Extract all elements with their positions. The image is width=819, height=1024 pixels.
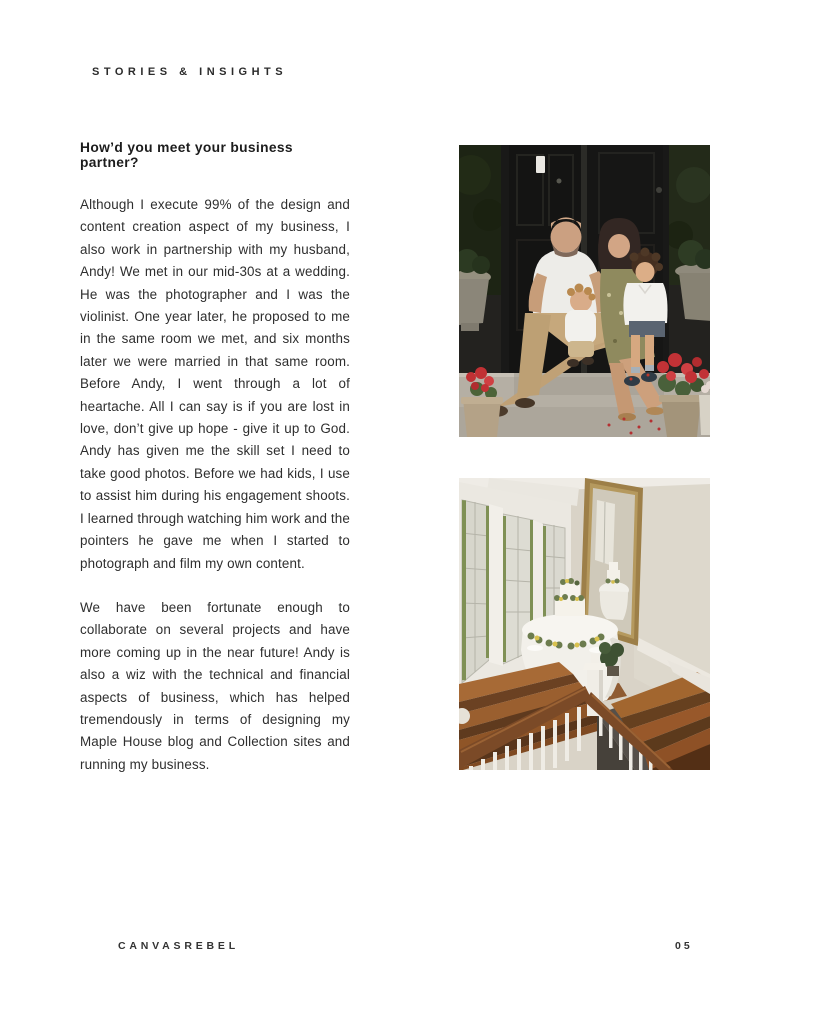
- article-paragraph-2: We have been fortunate enough to collaborate on several projects and have more coming up in the near future! Andy is also a wiz with the technical and financial aspects of business, which has helped tremendously in terms of designing my Maple House blog and Collection sites and running my business.: [80, 599, 350, 772]
- staircase-photo-illustration: [459, 478, 710, 770]
- footer-brand: CANVASREBEL: [118, 940, 239, 952]
- staircase-photo: [459, 478, 710, 770]
- footer-page-number: 05: [675, 940, 693, 952]
- photo-column: [459, 145, 710, 770]
- article-column: [80, 140, 350, 798]
- section-eyebrow: STORIES & INSIGHTS: [92, 66, 288, 78]
- family-photo: [459, 145, 710, 437]
- article-heading: How’d you meet your business partner?: [80, 140, 293, 170]
- article-paragraph-1: Although I execute 99% of the design and content creation aspect of my business, I also work in partnership with my husband, Andy! We met in our mid-30s at a wedding. He was the photographer and I was the violinist. One year later, he proposed to me in the same room we met, and six months later we were married in that same room. Before Andy, I went through a lot of heartache. All I can say is if you are lost in love, don’t give up hope - give it up to God. Andy has given me the skill set I need to take good photos. Before we had kids, I use to assist him during his engagement shoots. I learned through watching him work and the pointers he gave me when I started to photograph and film my own content.: [80, 197, 350, 571]
- family-photo-illustration: [459, 145, 710, 437]
